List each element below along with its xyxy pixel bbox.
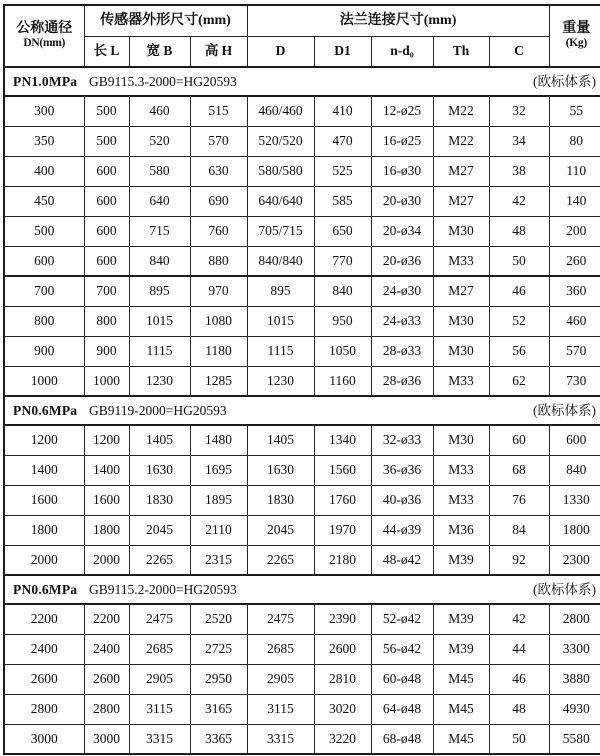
cell-n-d0: 24-ø30 (371, 276, 433, 306)
cell-dn: 2400 (4, 634, 84, 664)
cell-th: M33 (433, 485, 489, 515)
col-header-dn-label: 公称通径 (16, 21, 73, 37)
cell-height-h: 970 (190, 276, 247, 306)
cell-c: 44 (489, 634, 549, 664)
cell-c: 42 (489, 186, 549, 216)
cell-height-h: 2520 (190, 604, 247, 634)
cell-th: M39 (433, 545, 489, 575)
section-header-row (4, 575, 600, 604)
section-header-cell (4, 396, 600, 425)
cell-n-d0: 48-ø42 (371, 545, 433, 575)
table-row (4, 724, 600, 754)
cell-weight: 460 (549, 306, 600, 336)
cell-d: 460/460 (247, 96, 314, 126)
col-header-n-d0: n-d₀ (371, 36, 433, 67)
col-group-sensor-dimensions: 传感器外形尺寸(mm) (84, 5, 247, 36)
section-header-content (5, 74, 600, 90)
cell-height-h: 1285 (190, 366, 247, 396)
section-standard-code: GB9115.2-2000=HG20593 (89, 581, 237, 597)
cell-th: M30 (433, 216, 489, 246)
cell-height-h: 1080 (190, 306, 247, 336)
cell-dn: 450 (4, 186, 84, 216)
table-row (4, 336, 600, 366)
cell-width-b: 1230 (129, 366, 190, 396)
cell-height-h: 1180 (190, 336, 247, 366)
cell-n-d0: 24-ø33 (371, 306, 433, 336)
cell-weight: 360 (549, 276, 600, 306)
col-header-d1: D1 (314, 36, 371, 67)
cell-d1: 2390 (314, 604, 371, 634)
section-header-content (5, 582, 600, 598)
cell-length-l: 2800 (84, 694, 129, 724)
dimension-spec-table (3, 4, 600, 755)
col-header-c: C (489, 36, 549, 67)
cell-c: 42 (489, 604, 549, 634)
cell-length-l: 1600 (84, 485, 129, 515)
cell-d1: 2180 (314, 545, 371, 575)
cell-d: 2905 (247, 664, 314, 694)
table-row (4, 425, 600, 455)
cell-height-h: 2315 (190, 545, 247, 575)
section-header-row (4, 396, 600, 425)
section-standard-code: GB9115.3-2000=HG20593 (89, 73, 237, 89)
col-header-th: Th (433, 36, 489, 67)
cell-weight: 600 (549, 425, 600, 455)
table-row (4, 366, 600, 396)
cell-c: 50 (489, 246, 549, 276)
cell-width-b: 2905 (129, 664, 190, 694)
cell-c: 34 (489, 126, 549, 156)
cell-d: 580/580 (247, 156, 314, 186)
cell-d: 1405 (247, 425, 314, 455)
col-group-flange-dimensions: 法兰连接尺寸(mm) (247, 5, 549, 36)
cell-weight: 2800 (549, 604, 600, 634)
cell-c: 48 (489, 694, 549, 724)
cell-weight: 2300 (549, 545, 600, 575)
table-header (4, 5, 600, 67)
cell-d1: 1050 (314, 336, 371, 366)
cell-th: M22 (433, 126, 489, 156)
cell-n-d0: 56-ø42 (371, 634, 433, 664)
cell-d1: 2600 (314, 634, 371, 664)
cell-c: 62 (489, 366, 549, 396)
table-row (4, 156, 600, 186)
cell-th: M30 (433, 336, 489, 366)
cell-width-b: 460 (129, 96, 190, 126)
cell-n-d0: 36-ø36 (371, 455, 433, 485)
cell-c: 76 (489, 485, 549, 515)
col-header-dn-unit: DN(mm) (23, 37, 66, 50)
cell-length-l: 1800 (84, 515, 129, 545)
cell-dn: 2800 (4, 694, 84, 724)
section-pressure-rating: PN1.0MPa (13, 73, 78, 89)
cell-d1: 1340 (314, 425, 371, 455)
cell-length-l: 600 (84, 216, 129, 246)
col-header-weight-label: 重量 (562, 21, 591, 37)
cell-n-d0: 20-ø36 (371, 246, 433, 276)
cell-th: M27 (433, 186, 489, 216)
cell-d: 1830 (247, 485, 314, 515)
cell-d1: 770 (314, 246, 371, 276)
cell-th: M45 (433, 724, 489, 754)
cell-n-d0: 20-ø30 (371, 186, 433, 216)
cell-th: M45 (433, 664, 489, 694)
section-standard-system-note: (欧标体系) (533, 402, 597, 418)
cell-c: 84 (489, 515, 549, 545)
cell-length-l: 900 (84, 336, 129, 366)
cell-th: M27 (433, 276, 489, 306)
cell-n-d0: 52-ø42 (371, 604, 433, 634)
table-row (4, 664, 600, 694)
cell-height-h: 2110 (190, 515, 247, 545)
cell-width-b: 2475 (129, 604, 190, 634)
cell-c: 50 (489, 724, 549, 754)
cell-d: 2685 (247, 634, 314, 664)
cell-n-d0: 64-ø48 (371, 694, 433, 724)
cell-th: M36 (433, 515, 489, 545)
cell-width-b: 1115 (129, 336, 190, 366)
table-row (4, 276, 600, 306)
table-row (4, 246, 600, 276)
cell-n-d0: 44-ø39 (371, 515, 433, 545)
cell-n-d0: 28-ø36 (371, 366, 433, 396)
cell-weight: 110 (549, 156, 600, 186)
cell-d1: 2810 (314, 664, 371, 694)
cell-length-l: 1000 (84, 366, 129, 396)
cell-d1: 410 (314, 96, 371, 126)
cell-width-b: 3315 (129, 724, 190, 754)
cell-height-h: 880 (190, 246, 247, 276)
cell-width-b: 580 (129, 156, 190, 186)
cell-th: M39 (433, 634, 489, 664)
cell-dn: 600 (4, 246, 84, 276)
cell-width-b: 2265 (129, 545, 190, 575)
cell-width-b: 640 (129, 186, 190, 216)
section-header-content (5, 403, 600, 419)
cell-height-h: 690 (190, 186, 247, 216)
cell-dn: 2000 (4, 545, 84, 575)
table-row (4, 216, 600, 246)
table-row (4, 515, 600, 545)
col-header-width-b: 宽 B (129, 36, 190, 67)
cell-width-b: 2685 (129, 634, 190, 664)
col-header-weight (549, 5, 600, 67)
cell-dn: 2600 (4, 664, 84, 694)
cell-d: 1230 (247, 366, 314, 396)
cell-n-d0: 40-ø36 (371, 485, 433, 515)
section-standard-code: GB9119-2000=HG20593 (89, 402, 227, 418)
cell-d1: 1970 (314, 515, 371, 545)
cell-length-l: 800 (84, 306, 129, 336)
cell-height-h: 630 (190, 156, 247, 186)
cell-dn: 700 (4, 276, 84, 306)
cell-dn: 1000 (4, 366, 84, 396)
table-row (4, 306, 600, 336)
cell-height-h: 2950 (190, 664, 247, 694)
cell-th: M22 (433, 96, 489, 126)
cell-n-d0: 60-ø48 (371, 664, 433, 694)
cell-th: M45 (433, 694, 489, 724)
cell-d: 840/840 (247, 246, 314, 276)
cell-width-b: 840 (129, 246, 190, 276)
table-row (4, 545, 600, 575)
cell-th: M30 (433, 306, 489, 336)
cell-height-h: 1695 (190, 455, 247, 485)
cell-dn: 900 (4, 336, 84, 366)
cell-length-l: 700 (84, 276, 129, 306)
table-row (4, 485, 600, 515)
cell-weight: 260 (549, 246, 600, 276)
cell-d: 705/715 (247, 216, 314, 246)
cell-d: 2475 (247, 604, 314, 634)
cell-th: M33 (433, 246, 489, 276)
cell-n-d0: 32-ø33 (371, 425, 433, 455)
cell-height-h: 760 (190, 216, 247, 246)
cell-weight: 5580 (549, 724, 600, 754)
cell-d: 3315 (247, 724, 314, 754)
cell-length-l: 600 (84, 186, 129, 216)
table-row (4, 694, 600, 724)
cell-dn: 350 (4, 126, 84, 156)
cell-th: M27 (433, 156, 489, 186)
cell-dn: 1400 (4, 455, 84, 485)
cell-d: 2265 (247, 545, 314, 575)
cell-d1: 650 (314, 216, 371, 246)
cell-length-l: 3000 (84, 724, 129, 754)
cell-weight: 840 (549, 455, 600, 485)
cell-height-h: 3165 (190, 694, 247, 724)
cell-length-l: 2200 (84, 604, 129, 634)
cell-length-l: 600 (84, 246, 129, 276)
header-row-subcolumns (4, 36, 600, 67)
cell-n-d0: 20-ø34 (371, 216, 433, 246)
section-pressure-rating: PN0.6MPa (13, 402, 78, 418)
cell-c: 60 (489, 425, 549, 455)
cell-dn: 2200 (4, 604, 84, 634)
cell-length-l: 1400 (84, 455, 129, 485)
cell-weight: 1330 (549, 485, 600, 515)
cell-length-l: 2600 (84, 664, 129, 694)
cell-weight: 140 (549, 186, 600, 216)
cell-d1: 1560 (314, 455, 371, 485)
cell-c: 56 (489, 336, 549, 366)
cell-width-b: 520 (129, 126, 190, 156)
cell-d: 895 (247, 276, 314, 306)
cell-d1: 3220 (314, 724, 371, 754)
cell-weight: 80 (549, 126, 600, 156)
cell-length-l: 2000 (84, 545, 129, 575)
cell-d1: 1160 (314, 366, 371, 396)
cell-c: 46 (489, 276, 549, 306)
cell-dn: 800 (4, 306, 84, 336)
cell-th: M33 (433, 366, 489, 396)
cell-d1: 3020 (314, 694, 371, 724)
section-standard-system-note: (欧标体系) (533, 73, 597, 89)
cell-dn: 1800 (4, 515, 84, 545)
cell-n-d0: 12-ø25 (371, 96, 433, 126)
table-row (4, 634, 600, 664)
cell-c: 68 (489, 455, 549, 485)
cell-dn: 1200 (4, 425, 84, 455)
section-header-row (4, 67, 600, 96)
cell-th: M39 (433, 604, 489, 634)
cell-c: 52 (489, 306, 549, 336)
col-header-d: D (247, 36, 314, 67)
cell-width-b: 715 (129, 216, 190, 246)
section-standard-system-note: (欧标体系) (533, 581, 597, 597)
cell-c: 46 (489, 664, 549, 694)
cell-d: 640/640 (247, 186, 314, 216)
cell-width-b: 1830 (129, 485, 190, 515)
cell-dn: 300 (4, 96, 84, 126)
cell-dn: 1600 (4, 485, 84, 515)
section-header-cell (4, 575, 600, 604)
cell-d1: 585 (314, 186, 371, 216)
cell-weight: 55 (549, 96, 600, 126)
cell-width-b: 2045 (129, 515, 190, 545)
cell-width-b: 1405 (129, 425, 190, 455)
cell-length-l: 500 (84, 126, 129, 156)
cell-d1: 470 (314, 126, 371, 156)
cell-width-b: 1015 (129, 306, 190, 336)
cell-d: 520/520 (247, 126, 314, 156)
cell-c: 38 (489, 156, 549, 186)
cell-c: 48 (489, 216, 549, 246)
section-pressure-rating: PN0.6MPa (13, 581, 78, 597)
cell-n-d0: 28-ø33 (371, 336, 433, 366)
cell-length-l: 1200 (84, 425, 129, 455)
cell-height-h: 3365 (190, 724, 247, 754)
table-row (4, 455, 600, 485)
cell-c: 32 (489, 96, 549, 126)
cell-dn: 400 (4, 156, 84, 186)
cell-dn: 3000 (4, 724, 84, 754)
cell-height-h: 570 (190, 126, 247, 156)
cell-n-d0: 68-ø48 (371, 724, 433, 754)
cell-weight: 730 (549, 366, 600, 396)
section-header-cell (4, 67, 600, 96)
table-body (4, 67, 600, 754)
col-header-dn (4, 5, 84, 67)
cell-d1: 1760 (314, 485, 371, 515)
col-header-height-h: 高 H (190, 36, 247, 67)
cell-weight: 3300 (549, 634, 600, 664)
cell-d1: 525 (314, 156, 371, 186)
cell-weight: 200 (549, 216, 600, 246)
table-row (4, 186, 600, 216)
cell-weight: 3880 (549, 664, 600, 694)
cell-n-d0: 16-ø30 (371, 156, 433, 186)
header-row-groups (4, 5, 600, 36)
cell-n-d0: 16-ø25 (371, 126, 433, 156)
cell-th: M30 (433, 425, 489, 455)
cell-d: 1115 (247, 336, 314, 366)
col-header-length-l: 长 L (84, 36, 129, 67)
cell-th: M33 (433, 455, 489, 485)
cell-weight: 1800 (549, 515, 600, 545)
cell-width-b: 1630 (129, 455, 190, 485)
cell-length-l: 500 (84, 96, 129, 126)
cell-height-h: 2725 (190, 634, 247, 664)
cell-length-l: 600 (84, 156, 129, 186)
cell-d: 1015 (247, 306, 314, 336)
cell-c: 92 (489, 545, 549, 575)
table-row (4, 604, 600, 634)
cell-d1: 840 (314, 276, 371, 306)
cell-height-h: 515 (190, 96, 247, 126)
cell-width-b: 895 (129, 276, 190, 306)
cell-length-l: 2400 (84, 634, 129, 664)
cell-d: 1630 (247, 455, 314, 485)
cell-width-b: 3115 (129, 694, 190, 724)
cell-d: 2045 (247, 515, 314, 545)
cell-weight: 4930 (549, 694, 600, 724)
cell-height-h: 1895 (190, 485, 247, 515)
cell-dn: 500 (4, 216, 84, 246)
cell-height-h: 1480 (190, 425, 247, 455)
cell-weight: 570 (549, 336, 600, 366)
table-row (4, 126, 600, 156)
table-row (4, 96, 600, 126)
cell-d1: 950 (314, 306, 371, 336)
col-header-weight-unit: (Kg) (565, 37, 587, 50)
cell-d: 3115 (247, 694, 314, 724)
